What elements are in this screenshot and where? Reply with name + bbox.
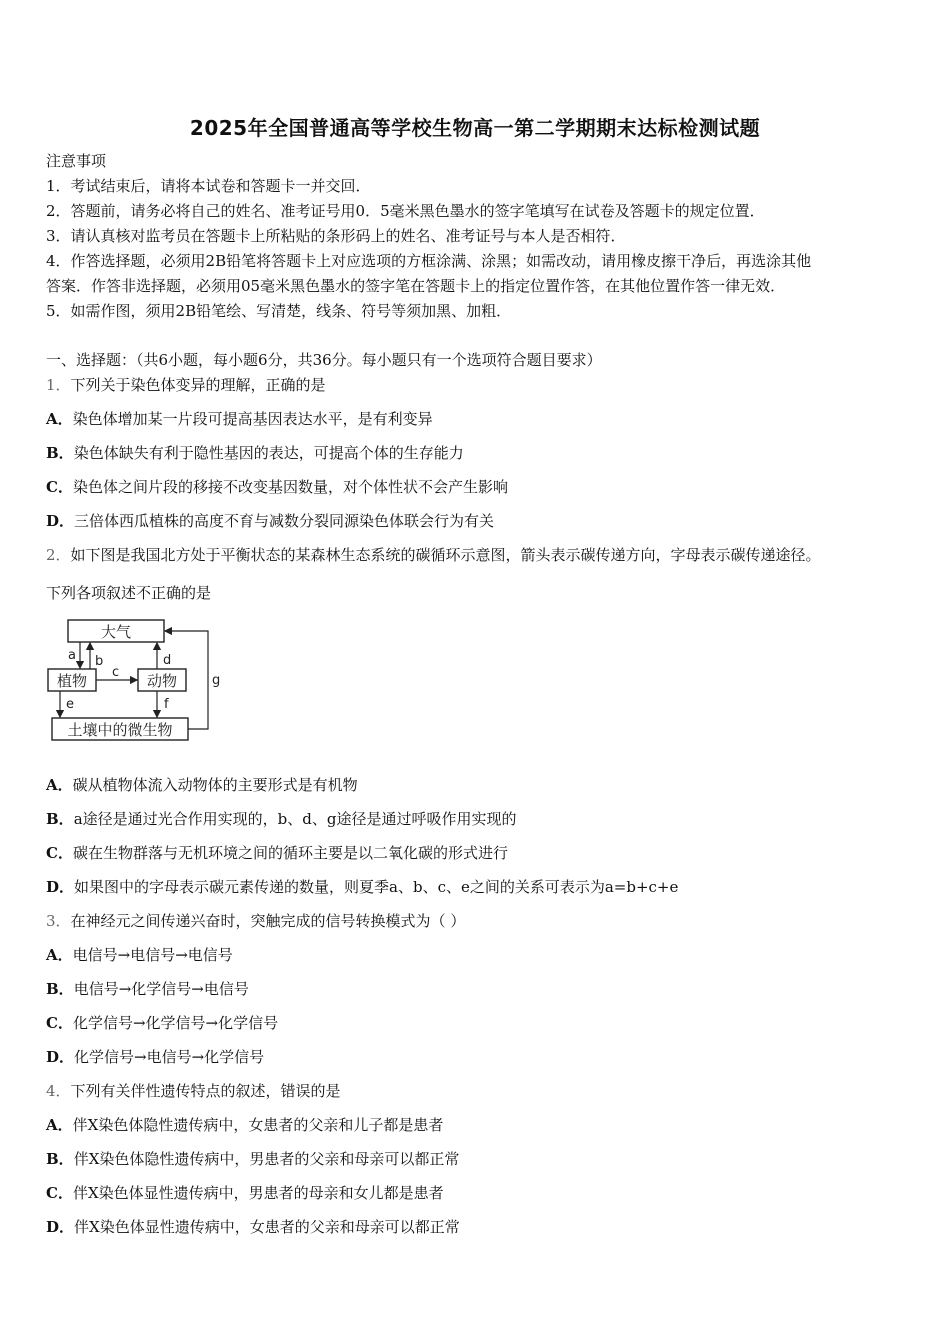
- notice-item: 3．请认真核对监考员在答题卡上所粘贴的条形码上的姓名、准考证号与本人是否相符．: [46, 227, 626, 245]
- arrow-label-g: g: [212, 673, 221, 688]
- option-label: A．: [46, 776, 73, 794]
- option-label: A．: [46, 1116, 73, 1134]
- option: [46, 511, 494, 531]
- arrow-label-a: a: [68, 648, 76, 663]
- option-text: 化学信号→电信号→化学信号: [74, 1048, 265, 1066]
- question-text: 如下图是我国北方处于平衡状态的某森林生态系统的碳循环示意图，箭头表示碳传递方向，字母表示碳传递途径。: [70, 546, 821, 564]
- option: [46, 1183, 444, 1203]
- option-label: D．: [46, 512, 75, 530]
- option-label: D．: [46, 1218, 75, 1236]
- question-text: 下列关于染色体变异的理解，正确的是: [70, 376, 326, 394]
- option-text: 如果图中的字母表示碳元素传递的数量，则夏季a、b、c、e之间的关系可表示为a=b+c+e: [74, 878, 679, 896]
- option-label: B．: [46, 810, 74, 828]
- option-label: C．: [46, 1014, 73, 1032]
- option-label: B．: [46, 444, 74, 462]
- option-label: B．: [46, 980, 74, 998]
- option: [46, 1149, 459, 1169]
- option: [46, 443, 464, 463]
- option-text: 化学信号→化学信号→化学信号: [72, 1014, 279, 1032]
- notice-item: 5．如需作图，须用2B铅笔绘、写清楚，线条、符号等须加黑、加粗．: [46, 302, 512, 320]
- question-2: [46, 545, 821, 565]
- animal-label: 动物: [146, 672, 178, 690]
- option: [46, 1047, 264, 1067]
- option-label: C．: [46, 844, 73, 862]
- question-number: 3．: [46, 912, 71, 930]
- plant-label: 植物: [56, 672, 88, 690]
- question-text: 下列有关伴性遗传特点的叙述，错误的是: [70, 1082, 341, 1100]
- option-label: C．: [46, 478, 73, 496]
- notice-item: 1．考试结束后，请将本试卷和答题卡一并交回．: [46, 177, 371, 195]
- carbon-cycle-diagram: [44, 614, 234, 750]
- question-text-continued: 下列各项叙述不正确的是: [46, 584, 212, 602]
- option-text: 伴X染色体隐性遗传病中，女患者的父亲和儿子都是患者: [72, 1116, 444, 1134]
- option-label: A．: [46, 946, 73, 964]
- arrow-label-f: f: [164, 697, 169, 712]
- option: [46, 979, 249, 999]
- option-text: a途径是通过光合作用实现的，b、d、g途径是通过呼吸作用实现的: [73, 810, 517, 828]
- option-text: 碳从植物体流入动物体的主要形式是有机物: [72, 776, 358, 794]
- page-title: 2025年全国普通高等学校生物高一第二学期期末达标检测试题: [189, 116, 761, 140]
- option-text: 染色体缺失有利于隐性基因的表达，可提高个体的生存能力: [73, 444, 464, 462]
- section-heading: 一、选择题：（共6小题，每小题6分，共36分。每小题只有一个选项符合题目要求）: [46, 351, 602, 369]
- option-text: 伴X染色体显性遗传病中，男患者的母亲和女儿都是患者: [72, 1184, 444, 1202]
- option-label: C．: [46, 1184, 73, 1202]
- option-text: 染色体增加某一片段可提高基因表达水平，是有利变异: [72, 410, 433, 428]
- question-number: 4．: [46, 1082, 71, 1100]
- option: [46, 775, 358, 795]
- option-label: D．: [46, 878, 75, 896]
- option: [46, 1217, 460, 1237]
- option: [46, 809, 516, 829]
- question-3: [46, 911, 465, 931]
- question-1: [46, 375, 326, 395]
- notice-item: 2．答题前，请务必将自己的姓名、准考证号用0．5毫米黑色墨水的签字笔填写在试卷及答题卡的规定位置．: [46, 202, 765, 220]
- notice-item: 4．作答选择题，必须用2B铅笔将答题卡上对应选项的方框涂满、涂黑；如需改动，请用橡皮擦干净后，再选涂其他: [46, 252, 812, 270]
- option-text: 三倍体西瓜植株的高度不育与减数分裂同源染色体联会行为有关: [74, 512, 495, 530]
- option: [46, 1115, 443, 1135]
- option-label: D．: [46, 1048, 75, 1066]
- option-text: 电信号→电信号→电信号: [72, 946, 233, 964]
- notice-item: 答案．作答非选择题，必须用05毫米黑色墨水的签字笔在答题卡上的指定位置作答，在其他位置作答一律无效．: [46, 277, 786, 295]
- question-number: 2．: [46, 546, 71, 564]
- option-text: 电信号→化学信号→电信号: [73, 980, 249, 998]
- question-text: 在神经元之间传递兴奋时，突触完成的信号转换模式为（ ）: [70, 912, 466, 930]
- option-text: 碳在生物群落与无机环境之间的循环主要是以二氧化碳的形式进行: [72, 844, 508, 862]
- arrow-label-b: b: [95, 654, 104, 669]
- option-text: 染色体之间片段的移接不改变基因数量，对个体性状不会产生影响: [72, 478, 508, 496]
- notice-heading: 注意事项: [46, 152, 107, 170]
- arrow-label-c: c: [112, 665, 120, 680]
- question-4: [46, 1081, 341, 1101]
- option: [46, 877, 678, 897]
- option-label: A．: [46, 410, 73, 428]
- arrow-label-d: d: [163, 653, 172, 668]
- option-text: 伴X染色体隐性遗传病中，男患者的父亲和母亲可以都正常: [73, 1150, 460, 1168]
- option-label: B．: [46, 1150, 74, 1168]
- option: [46, 843, 508, 863]
- option: [46, 409, 433, 429]
- microbe-label: 土壤中的微生物: [67, 721, 173, 739]
- option: [46, 945, 233, 965]
- option: [46, 477, 508, 497]
- option: [46, 1013, 278, 1033]
- question-number: 1．: [46, 376, 71, 394]
- arrow-label-e: e: [66, 697, 74, 712]
- option-text: 伴X染色体显性遗传病中，女患者的父亲和母亲可以都正常: [74, 1218, 460, 1236]
- atmosphere-label: 大气: [100, 623, 132, 641]
